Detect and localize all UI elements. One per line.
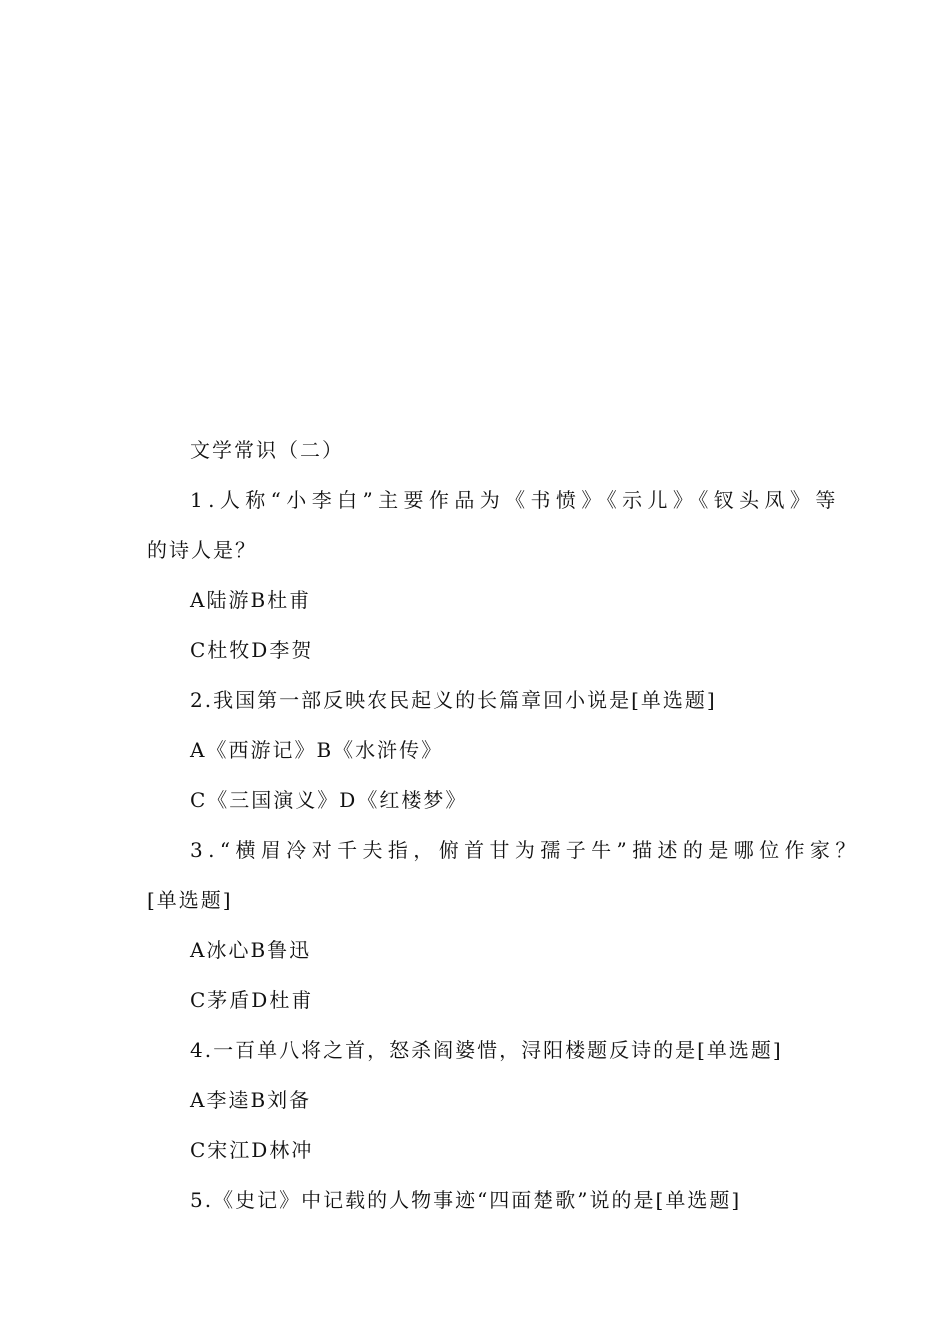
question-1-stem-line-1: 1.人称“小李白”主要作品为《书愤》《示儿》《钗头凤》等 — [190, 488, 841, 512]
question-4-stem-line-1: 4.一百单八将之首，怒杀阎婆惜，浔阳楼题反诗的是[单选题] — [190, 1038, 783, 1062]
question-2-options-line-2: C《三国演义》D《红楼梦》 — [190, 788, 468, 812]
question-1-stem-line-2: 的诗人是？ — [147, 538, 257, 562]
question-3-stem-line-2: [单选题] — [147, 888, 233, 912]
question-3-options-line-2: C茅盾D杜甫 — [190, 988, 314, 1012]
question-5-stem-line-1: 5.《史记》中记载的人物事迹“四面楚歌”说的是[单选题] — [190, 1188, 742, 1212]
document-title: 文学常识（二） — [190, 438, 344, 462]
question-4-options-line-1: A李逵B刘备 — [190, 1088, 312, 1112]
question-1-options-line-1: A陆游B杜甫 — [190, 588, 312, 612]
question-2-stem-line-1: 2.我国第一部反映农民起义的长篇章回小说是[单选题] — [190, 688, 717, 712]
question-4-options-line-2: C宋江D林冲 — [190, 1138, 314, 1162]
question-3-options-line-1: A冰心B鲁迅 — [190, 938, 312, 962]
question-1-options-line-2: C杜牧D李贺 — [190, 638, 314, 662]
question-3-stem-line-1: 3.“横眉冷对千夫指，俯首甘为孺子牛”描述的是哪位作家？ — [190, 838, 861, 862]
question-2-options-line-1: A《西游记》B《水浒传》 — [190, 738, 444, 762]
